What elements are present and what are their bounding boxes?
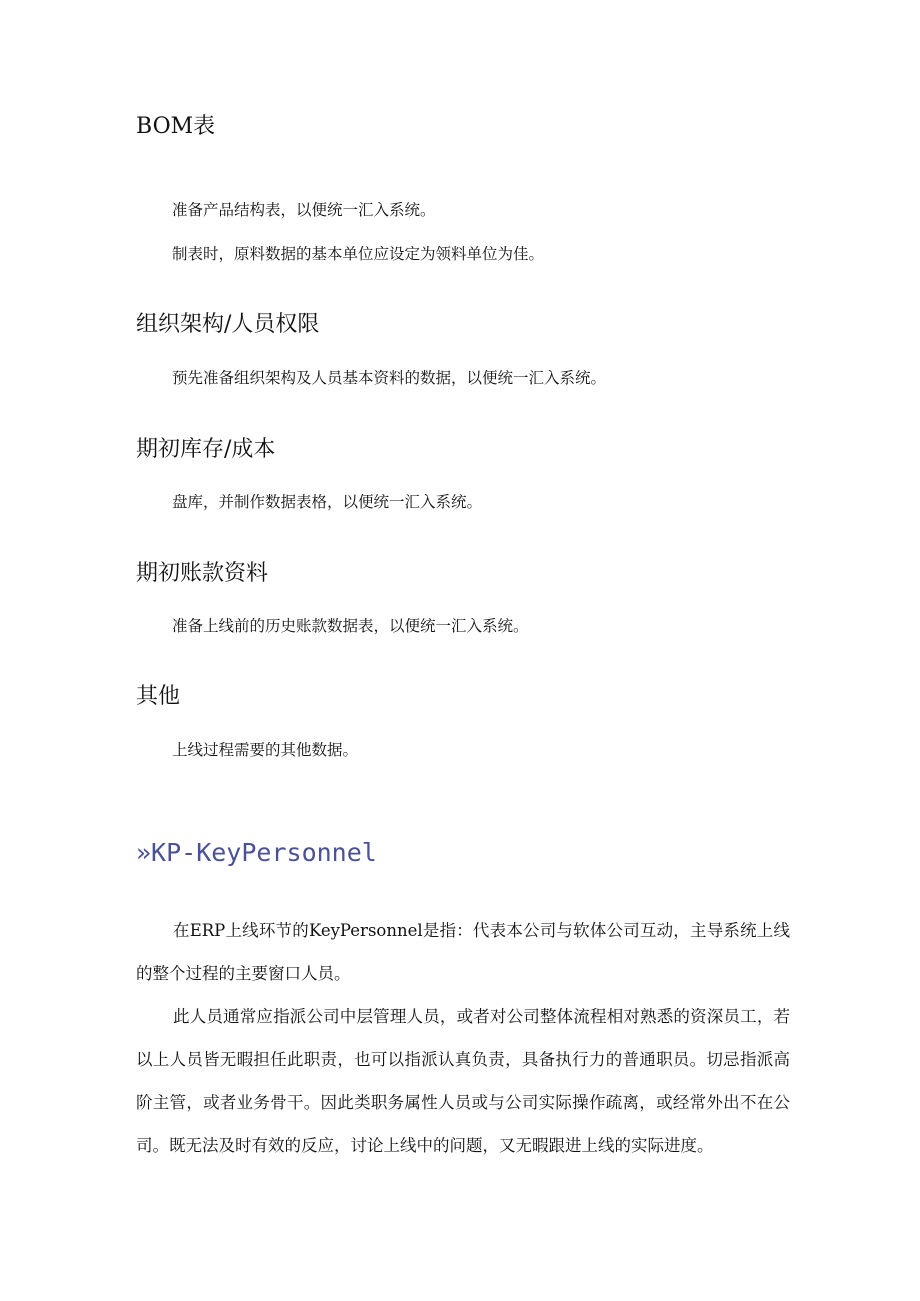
section-title-other: 其他 bbox=[136, 684, 181, 709]
bom-line-1: 准备产品结构表，以便统一汇入系统。 bbox=[172, 201, 436, 219]
kp-section-title: »KP-KeyPersonnel bbox=[136, 838, 377, 867]
section-title-inventory: 期初库存/成本 bbox=[136, 437, 276, 462]
kp-paragraph-2: 此人员通常应指派公司中层管理人员，或者对公司整体流程相对熟悉的资深员工，若以上人员皆无暇担任此职责，也可以指派认真负责，具备执行力的普通职员。切忌指派高阶主管，或者业务骨干。因此类职务属性人员或与公司实际操作疏离，或经常外出不在公司。既无法及时有效的反应，讨论上线中的问题，又无暇跟进上线的实际进度。 bbox=[136, 1007, 790, 1155]
bom-line-2: 制表时，原料数据的基本单位应设定为领料单位为佳。 bbox=[172, 245, 545, 263]
other-line-1: 上线过程需要的其他数据。 bbox=[172, 741, 359, 759]
accounts-line-1: 准备上线前的历史账款数据表，以便统一汇入系统。 bbox=[172, 617, 529, 635]
section-title-org: 组织架构/人员权限 bbox=[136, 312, 320, 337]
section-title-bom: BOM表 bbox=[136, 114, 216, 139]
org-line-1: 预先准备组织架构及人员基本资料的数据，以便统一汇入系统。 bbox=[172, 369, 607, 387]
kp-paragraph-1: 在ERP上线环节的KeyPersonnel是指：代表本公司与软体公司互动，主导系统上线的整个过程的主要窗口人员。 bbox=[136, 921, 790, 983]
section-title-accounts: 期初账款资料 bbox=[136, 561, 269, 586]
inventory-line-1: 盘库，并制作数据表格，以便统一汇入系统。 bbox=[172, 493, 483, 511]
